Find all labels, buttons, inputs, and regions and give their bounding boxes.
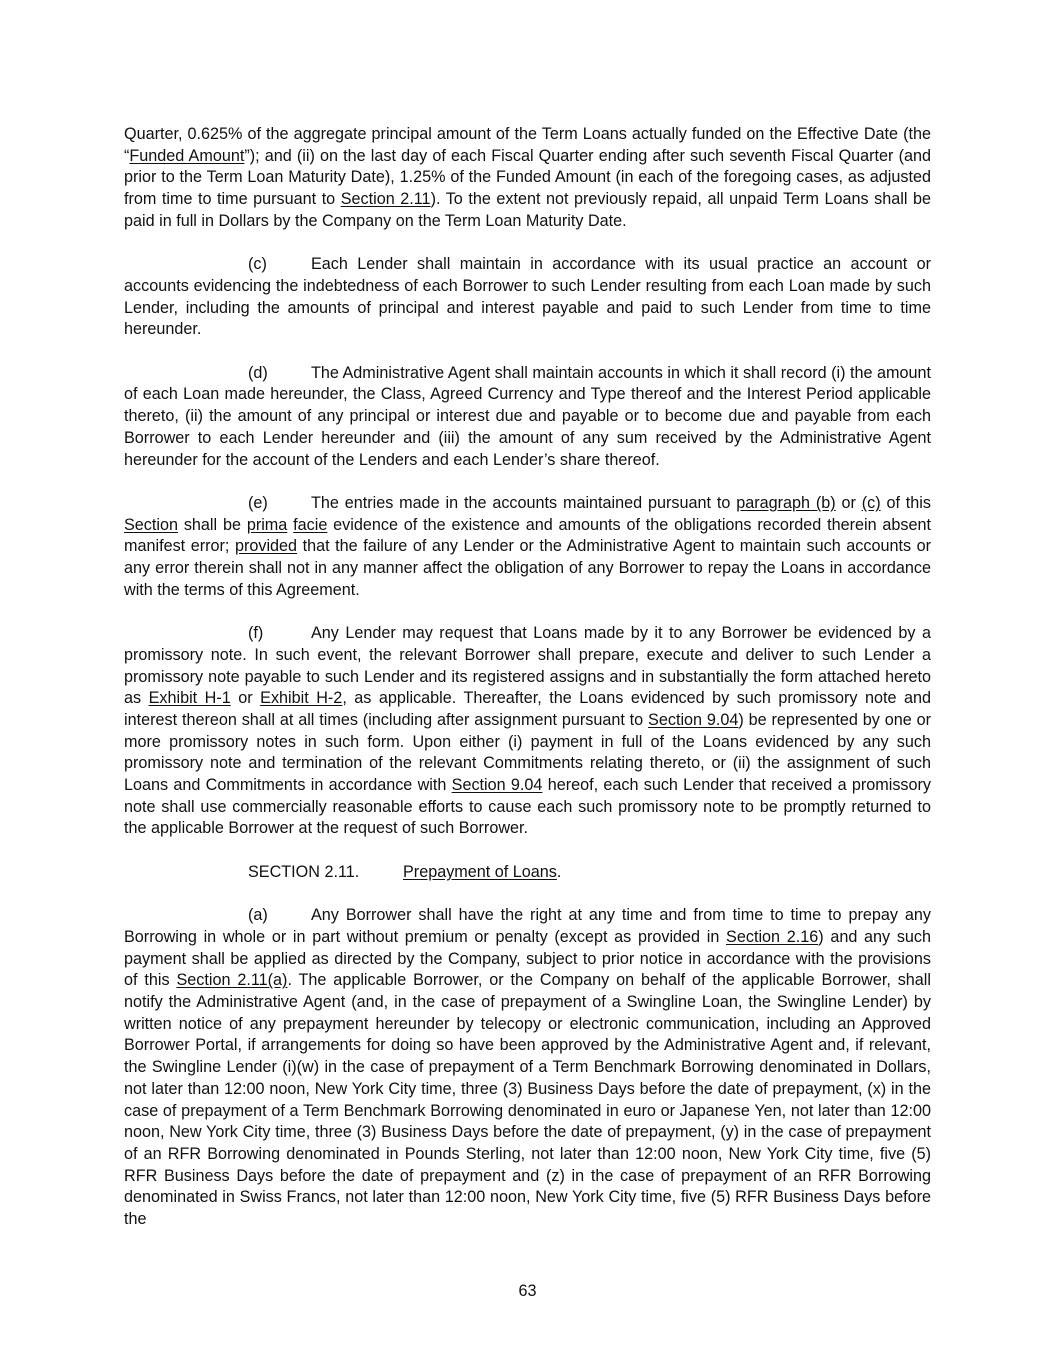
cross-reference-section-2-11-a: Section 2.11(a) xyxy=(176,971,288,990)
section-number: SECTION 2.11. xyxy=(248,862,360,881)
page-number: 63 xyxy=(518,1282,537,1300)
paragraph-b-continued: Quarter, 0.625% of the aggregate principal amount of the Term Loans actually funded on the Effective Date (the “Funded Amount”); and (ii) on the last day of each Fiscal Quarter ending after such seventh Fiscal Quarter (and prior to the Term Loan Maturity Date), 1.25% of the Funded Amount (in each of the foregoing cases, as adjusted from time to time pursuant to Section 2.11). To the extent not previously repaid, all unpaid Term Loans shall be paid in full in Dollars by the Company on the Term Loan Maturity Date. xyxy=(124,125,931,230)
paragraph-f: (f) Any Lender may request that Loans made by it to any Borrower be evidenced by a promissory note. In such event, the relevant Borrower shall prepare, execute and deliver to such Lender a promissory note payable to such Lender and its registered assigns and in substantially the form attached hereto as Exhibit H-1 or Exhibit H-2, as applicable. Thereafter, the Loans evidenced by such promissory note and interest thereon shall at all times (including after assignment pursuant to Section 9.04) be represented by one or more promissory notes in such form. Upon either (i) payment in full of the Loans evidenced by any such promissory note and termination of the relevant Commitments relating thereto, or (ii) the assignment of such Loans and Commitments in accordance with Section 9.04 hereof, each such Lender that received a promissory note shall use commercially reasonable efforts to cause each such promissory note to be promptly returned to the applicable Borrower at the request of such Borrower. xyxy=(124,624,932,838)
paragraph-label: (c) xyxy=(248,255,267,274)
cross-reference-section-9-04: Section 9.04 xyxy=(648,710,739,729)
paragraph-label: (e) xyxy=(248,493,268,512)
cross-reference-exhibit-h-2: Exhibit H-2 xyxy=(260,689,343,708)
cross-reference-paragraph-c: (c) xyxy=(861,493,881,512)
cross-reference-exhibit-h-1: Exhibit H-1 xyxy=(148,689,231,708)
cross-reference-section: Section xyxy=(124,515,178,534)
defined-term-funded-amount: Funded Amount xyxy=(129,146,245,165)
paragraph-c: (c) Each Lender shall maintain in accordance with its usual practice an account or accounts evidencing the indebtedness of each Borrower to such Lender resulting from each Loan made by such Lender, including the amounts of principal and interest payable and paid to such Lender from time to time hereunder. xyxy=(124,255,931,339)
cross-reference-section-2-16: Section 2.16 xyxy=(726,927,819,946)
cross-reference-section-9-04: Section 9.04 xyxy=(451,776,543,795)
term-prima: prima xyxy=(246,515,288,534)
section-title: Prepayment of Loans xyxy=(403,862,557,881)
term-provided: provided xyxy=(234,537,298,556)
paragraph-a: (a) Any Borrower shall have the right at any time and from time to time to prepay any Borrowing in whole or in part without premium or penalty (except as provided in Section 2.16) and any such payment shall be applied as directed by the Company, subject to prior notice in accordance with the provisions of this Section 2.11(a). The applicable Borrower, or the Company on behalf of the applicable Borrower, shall notify the Administrative Agent (and, in the case of prepayment of a Swingline Loan, the Swingline Lender) by written notice of any prepayment hereunder by telecopy or electronic communication, including an Approved Borrower Portal, if arrangements for doing so have been approved by the Administrative Agent and, if relevant, the Swingline Lender (i)(w) in the case of prepayment of a Term Benchmark Borrowing denominated in Dollars, not later than 12:00 noon, New York City time, three (3) Business Days before the date of prepayment, (x) in the case of prepayment of a Term Benchmark Borrowing denominated in euro or Japanese Yen, not later than 12:00 noon, New York City time, three (3) Business Days before the date of prepayment, (y) in the case of prepayment of an RFR Borrowing denominated in Pounds Sterling, not later than 12:00 noon, New York City time, five (5) RFR Business Days before the date of prepayment and (z) in the case of prepayment of an RFR Borrowing denominated in Swiss Francs, not later than 12:00 noon, New York City time, five (5) RFR Business Days before the xyxy=(124,906,932,1229)
cross-reference-paragraph-b: paragraph (b) xyxy=(736,493,836,512)
document-body xyxy=(124,124,931,1231)
paragraph-e: (e) The entries made in the accounts maintained pursuant to paragraph (b) or (c) of this Section shall be prima facie evidence of the existence and amounts of the obligations recorded therein absent manifest error; provided that the failure of any Lender or the Administrative Agent to maintain such accounts or any error therein shall not in any manner affect the obligation of any Borrower to repay the Loans in accordance with the terms of this Agreement. xyxy=(124,493,932,599)
cross-reference-section-2-11: Section 2.11 xyxy=(340,190,431,209)
term-facie: facie xyxy=(293,515,328,534)
paragraph-d: (d) The Administrative Agent shall maintain accounts in which it shall record (i) the amount of each Loan made hereunder, the Class, Agreed Currency and Type thereof and the Interest Period applicable thereto, (ii) the amount of any principal or interest due and payable or to become due and payable from each Borrower to each Lender hereunder and (iii) the amount of any sum received by the Administrative Agent hereunder for the account of the Lenders and each Lender’s share thereof. xyxy=(124,363,931,469)
paragraph-label: (a) xyxy=(248,906,268,925)
section-heading: SECTION 2.11. Prepayment of Loans. xyxy=(124,862,931,884)
paragraph-label: (f) xyxy=(248,624,264,643)
paragraph-label: (d) xyxy=(248,363,268,382)
